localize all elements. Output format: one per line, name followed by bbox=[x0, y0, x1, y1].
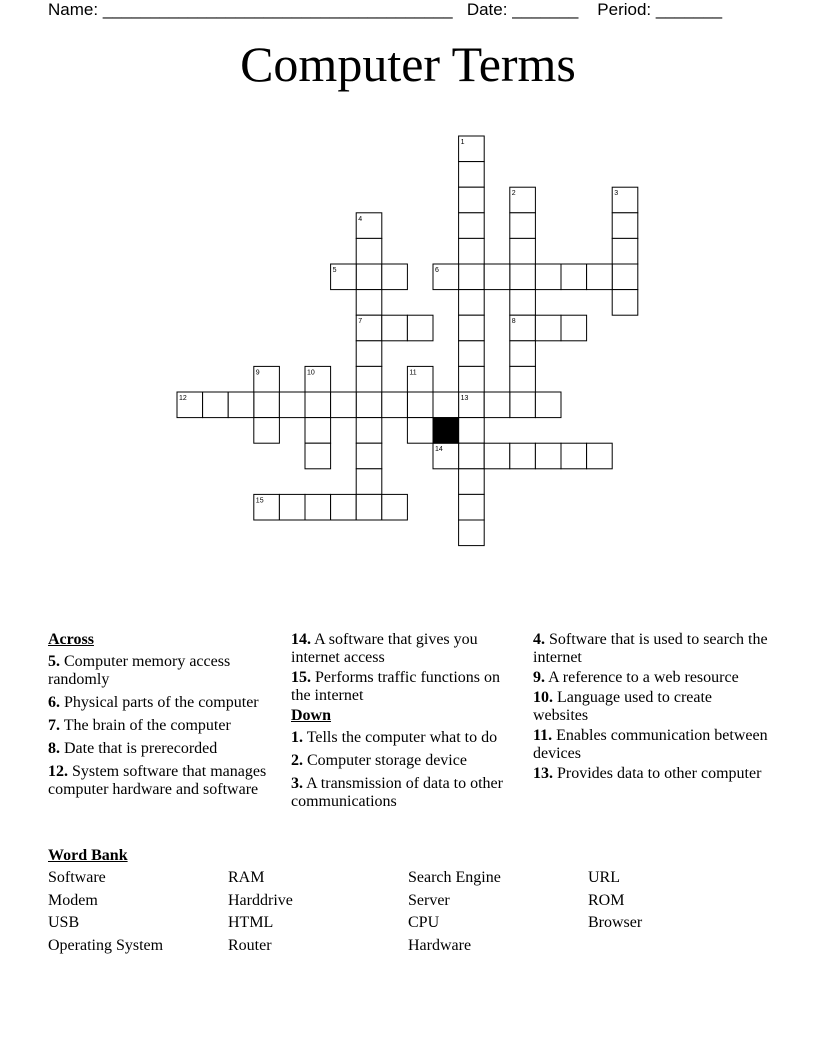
clue-number: 9. bbox=[533, 669, 545, 686]
word-bank-item: USB bbox=[48, 914, 80, 931]
grid-cell[interactable] bbox=[356, 290, 382, 316]
grid-cell[interactable] bbox=[356, 392, 382, 418]
word-bank-item: URL bbox=[588, 869, 620, 886]
clue-down-4 bbox=[533, 631, 768, 667]
grid-cell[interactable] bbox=[459, 213, 485, 239]
clue-text: A software that gives you internet access bbox=[291, 631, 478, 666]
date-label: Date: bbox=[466, 0, 508, 19]
grid-cell[interactable] bbox=[254, 418, 280, 444]
grid-number: 9 bbox=[255, 369, 260, 377]
grid-cell[interactable] bbox=[407, 392, 433, 418]
grid-cell[interactable] bbox=[305, 494, 331, 520]
clue-text: Software that is used to search the internet bbox=[533, 631, 768, 666]
grid-cell[interactable] bbox=[331, 392, 357, 418]
clue-across-15 bbox=[291, 669, 516, 705]
grid-cell[interactable] bbox=[356, 443, 382, 469]
grid-number: 5 bbox=[332, 267, 337, 274]
word-bank-item: RAM bbox=[228, 869, 265, 886]
clue-number: 1. bbox=[291, 729, 303, 746]
grid-cell[interactable] bbox=[510, 213, 536, 239]
clue-down-2 bbox=[291, 752, 516, 770]
grid-cell[interactable] bbox=[382, 392, 408, 418]
clue-number: 15. bbox=[291, 669, 311, 686]
word-bank-item: ROM bbox=[588, 892, 625, 909]
grid-cell[interactable] bbox=[382, 264, 408, 290]
grid-number: 1 bbox=[460, 139, 465, 146]
grid-cell[interactable] bbox=[459, 469, 485, 495]
grid-cell[interactable] bbox=[382, 315, 408, 341]
clue-number: 12. bbox=[48, 763, 68, 780]
clue-down-1 bbox=[291, 729, 516, 747]
clue-number: 7. bbox=[48, 717, 60, 734]
grid-cell[interactable] bbox=[459, 187, 485, 213]
grid-number: 8 bbox=[511, 318, 516, 326]
grid-cell[interactable] bbox=[356, 469, 382, 495]
word-bank-item: Browser bbox=[588, 914, 643, 931]
word-bank-item: Operating System bbox=[48, 937, 164, 954]
grid-cell[interactable] bbox=[612, 238, 638, 264]
grid-cell[interactable] bbox=[510, 443, 536, 469]
clue-down-11 bbox=[533, 727, 768, 763]
page-title: Computer Terms bbox=[240, 36, 576, 92]
grid-cell[interactable] bbox=[510, 366, 536, 392]
grid-cell[interactable] bbox=[459, 520, 485, 546]
grid-cell[interactable] bbox=[484, 264, 510, 290]
word-bank-item: Search Engine bbox=[408, 869, 501, 886]
grid-number: 7 bbox=[358, 318, 363, 326]
grid-cell[interactable] bbox=[459, 264, 485, 290]
grid-cell[interactable] bbox=[510, 290, 536, 316]
clue-text: Computer storage device bbox=[307, 752, 467, 769]
grid-number: 6 bbox=[435, 267, 439, 274]
grid-cell[interactable] bbox=[459, 162, 485, 188]
grid-cell[interactable] bbox=[612, 290, 638, 316]
grid-cell[interactable] bbox=[305, 418, 331, 444]
grid-cell[interactable] bbox=[535, 315, 561, 341]
grid-number: 3 bbox=[614, 190, 619, 198]
clue-down-10 bbox=[533, 689, 768, 725]
clue-down-9 bbox=[533, 669, 768, 687]
grid-cell[interactable] bbox=[459, 443, 485, 469]
grid-cell[interactable] bbox=[279, 392, 305, 418]
grid-cell[interactable] bbox=[612, 213, 638, 239]
grid-cell[interactable] bbox=[305, 392, 331, 418]
clue-across-14 bbox=[291, 631, 516, 667]
word-bank-item: Hardware bbox=[408, 937, 472, 954]
grid-cell[interactable] bbox=[612, 264, 638, 290]
grid-cell[interactable] bbox=[433, 392, 459, 418]
word-bank-item: Modem bbox=[48, 892, 98, 909]
word-bank-item: HTML bbox=[228, 914, 274, 931]
clues-column-3 bbox=[533, 631, 768, 785]
clues-column-2 bbox=[291, 631, 516, 816]
clue-text: The brain of the computer bbox=[63, 717, 231, 734]
clue-across-8 bbox=[48, 740, 273, 758]
grid-cell[interactable] bbox=[356, 341, 382, 367]
clue-text: Language used to create websites bbox=[533, 689, 713, 724]
grid-cell[interactable] bbox=[459, 290, 485, 316]
clue-number: 2. bbox=[291, 752, 303, 769]
date-blank[interactable]: _______ bbox=[512, 0, 579, 19]
grid-cell[interactable] bbox=[356, 238, 382, 264]
grid-number: 11 bbox=[409, 369, 417, 377]
grid-cell[interactable] bbox=[561, 264, 587, 290]
clues-column-1 bbox=[48, 631, 273, 804]
grid-cell[interactable] bbox=[459, 315, 485, 341]
name-label: Name: bbox=[48, 0, 99, 19]
grid-cell[interactable] bbox=[459, 418, 485, 444]
clue-number: 11. bbox=[533, 727, 553, 744]
grid-block bbox=[433, 418, 459, 444]
clue-across-6 bbox=[48, 694, 273, 712]
clue-number: 3. bbox=[291, 775, 303, 792]
clue-number: 10. bbox=[533, 689, 553, 706]
grid-cell[interactable] bbox=[356, 418, 382, 444]
down-heading: Down bbox=[291, 707, 332, 724]
clue-text: System software that manages computer hardware and software bbox=[48, 763, 267, 798]
clue-text: A reference to a web resource bbox=[548, 669, 739, 686]
grid-cell[interactable] bbox=[459, 238, 485, 264]
clue-text: Date that is prerecorded bbox=[64, 740, 218, 757]
grid-cell[interactable] bbox=[561, 315, 587, 341]
grid-cell[interactable] bbox=[203, 392, 229, 418]
grid-cell[interactable] bbox=[382, 494, 408, 520]
word-bank-item: Software bbox=[48, 869, 106, 886]
grid-cell[interactable] bbox=[535, 392, 561, 418]
grid-cell[interactable] bbox=[587, 264, 613, 290]
grid-cell[interactable] bbox=[510, 341, 536, 367]
word-bank-item: Harddrive bbox=[228, 892, 293, 909]
clue-text: Enables communication between devices bbox=[533, 727, 768, 762]
grid-number: 4 bbox=[358, 215, 363, 223]
grid-cell[interactable] bbox=[587, 443, 613, 469]
grid-cell[interactable] bbox=[356, 264, 382, 290]
grid-cell[interactable] bbox=[484, 443, 510, 469]
grid-number: 13 bbox=[460, 395, 469, 402]
clue-number: 13. bbox=[533, 765, 553, 782]
grid-cell[interactable] bbox=[510, 264, 536, 290]
grid-cell[interactable] bbox=[510, 238, 536, 264]
grid-number: 15 bbox=[255, 497, 264, 505]
clue-text: Physical parts of the computer bbox=[64, 694, 259, 711]
grid-number: 10 bbox=[307, 369, 315, 377]
word-bank-item: CPU bbox=[408, 914, 440, 931]
period-blank[interactable]: _______ bbox=[655, 0, 723, 19]
grid-cell[interactable] bbox=[331, 494, 357, 520]
word-bank-item: Router bbox=[228, 937, 272, 954]
name-blank[interactable]: _____________________________________ bbox=[102, 0, 453, 19]
clue-number: 6. bbox=[48, 694, 60, 711]
grid-cell[interactable] bbox=[254, 392, 280, 418]
grid-cell[interactable] bbox=[356, 366, 382, 392]
across-heading: Across bbox=[48, 631, 94, 648]
grid-cell[interactable] bbox=[535, 443, 561, 469]
grid-cell[interactable] bbox=[407, 315, 433, 341]
clue-text: A transmission of data to other communications bbox=[291, 775, 503, 810]
grid-number: 14 bbox=[435, 446, 443, 454]
grid-cell[interactable] bbox=[279, 494, 305, 520]
grid-cell[interactable] bbox=[459, 341, 485, 367]
grid-cell[interactable] bbox=[459, 366, 485, 392]
word-bank-item: Server bbox=[408, 892, 450, 909]
clue-number: 4. bbox=[533, 631, 545, 648]
word-bank-heading: Word Bank bbox=[48, 847, 128, 864]
grid-cell[interactable] bbox=[228, 392, 254, 418]
clue-number: 5. bbox=[48, 653, 60, 670]
clue-number: 8. bbox=[48, 740, 60, 757]
grid-cell[interactable] bbox=[356, 494, 382, 520]
period-label: Period: bbox=[597, 0, 652, 19]
clue-text: Performs traffic functions on the internet bbox=[291, 669, 500, 704]
grid-cell[interactable] bbox=[535, 264, 561, 290]
grid-cell[interactable] bbox=[510, 392, 536, 418]
grid-cell[interactable] bbox=[484, 392, 510, 418]
clue-down-13 bbox=[533, 765, 768, 783]
clue-text: Computer memory access randomly bbox=[48, 653, 231, 688]
clue-across-5 bbox=[48, 653, 273, 689]
clue-number: 14. bbox=[291, 631, 311, 648]
clue-across-12 bbox=[48, 763, 273, 799]
grid-number: 12 bbox=[179, 395, 187, 402]
grid-cell[interactable] bbox=[459, 494, 485, 520]
clue-across-7 bbox=[48, 717, 273, 735]
grid-number: 2 bbox=[511, 190, 516, 198]
grid-cell[interactable] bbox=[305, 443, 331, 469]
clue-down-3 bbox=[291, 775, 516, 811]
clue-text: Provides data to other computer bbox=[557, 765, 762, 782]
grid-cell[interactable] bbox=[407, 418, 433, 444]
grid-cell[interactable] bbox=[561, 443, 587, 469]
clue-text: Tells the computer what to do bbox=[306, 729, 498, 746]
